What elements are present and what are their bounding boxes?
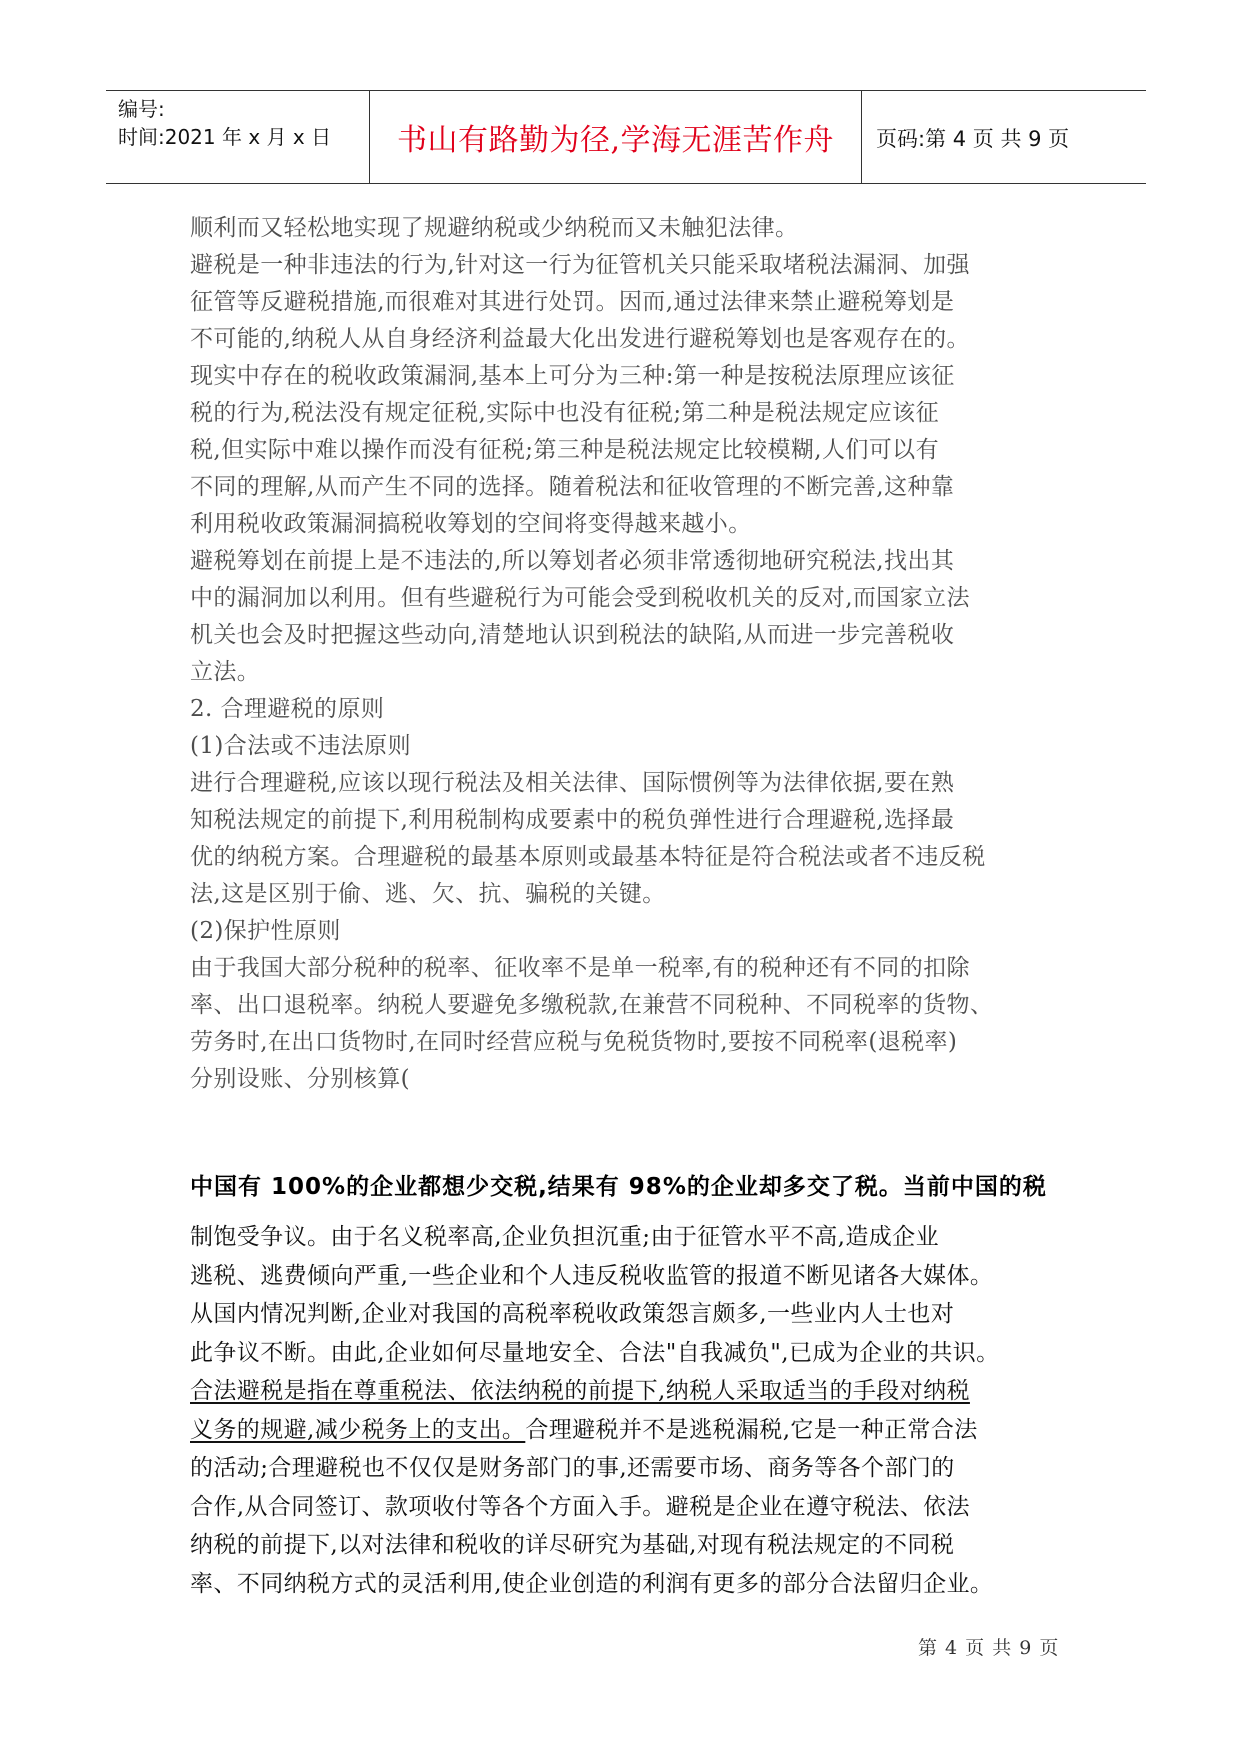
text-line: 合作,从合同签订、款项收付等各个方面入手。避税是企业在遵守税法、依法: [190, 1493, 970, 1520]
text-line: [190, 1372, 1090, 1411]
text-line: 分别设账、分别核算(: [190, 1066, 410, 1092]
text-line: 此争议不断。由此,企业如何尽量地安全、合法"自我减负",已成为企业的共识。: [190, 1339, 1000, 1366]
text-line: 法,这是区别于偷、逃、欠、抗、骗税的关键。: [190, 881, 666, 907]
text-line: 优的纳税方案。合理避税的最基本原则或最基本特征是符合税法或者不违反税: [190, 844, 986, 870]
text-line: 立法。: [190, 659, 261, 685]
text-line: 纳税的前提下,以对法律和税收的详尽研究为基础,对现有税法规定的不同税: [190, 1532, 955, 1558]
section-heading: 2. 合理避税的原则: [190, 696, 385, 722]
bold-lead-sentence: 中国有 100%的企业都想少交税,结果有 98%的企业却多交了税。当前中国的税: [190, 1174, 1047, 1200]
text-line: 顺利而又轻松地实现了规避纳税或少纳税而又未触犯法律。: [190, 215, 799, 241]
text-line: 逃税、逃费倾向严重,一些企业和个人违反税收监管的报道不断见诸各大媒体。: [190, 1262, 994, 1289]
text-line: 由于我国大部分税种的税率、征收率不是单一税率,有的税种还有不同的扣除: [190, 955, 970, 981]
header-left-cell: [106, 91, 369, 183]
text-line: 不同的理解,从而产生不同的选择。随着税法和征收管理的不断完善,这种靠: [190, 474, 955, 500]
document-number-label: 编号:: [118, 97, 165, 121]
black-text-block: [190, 1218, 1090, 1603]
text-line: 从国内情况判断,企业对我国的高税率税收政策怨言颇多,一些业内人士也对: [190, 1301, 955, 1327]
underlined-definition: 合法避税是指在尊重税法、依法纳税的前提下,纳税人采取适当的手段对纳税: [190, 1378, 970, 1404]
text-line: 利用税收政策漏洞搞税收筹划的空间将变得越来越小。: [190, 511, 752, 537]
document-time-label: 时间:2021 年 x 月 x 日: [118, 125, 332, 149]
text-line: [190, 1411, 1090, 1450]
text-line: 税的行为,税法没有规定征税,实际中也没有征税;第二种是税法规定应该征: [190, 400, 939, 426]
text-line: 不可能的,纳税人从自身经济利益最大化出发进行避税筹划也是客观存在的。: [190, 326, 970, 352]
text-line: 避税是一种非违法的行为,针对这一行为征管机关只能采取堵税法漏洞、加强: [190, 252, 970, 278]
text-line: 知税法规定的前提下,利用税制构成要素中的税负弹性进行合理避税,选择最: [190, 807, 955, 833]
header-right-cell: [862, 91, 1146, 183]
text-line: 税,但实际中难以操作而没有征税;第三种是税法规定比较模糊,人们可以有: [190, 437, 939, 463]
header-middle-cell: [369, 91, 862, 183]
text-after-underline: 合理避税并不是逃税漏税,它是一种正常合法: [525, 1416, 978, 1443]
subsection-heading: (2)保护性原则: [190, 918, 341, 944]
text-line: 率、不同纳税方式的灵活利用,使企业创造的利润有更多的部分合法留归企业。: [190, 1570, 994, 1597]
underlined-definition-end: 义务的规避,减少税务上的支出。: [190, 1416, 526, 1443]
page-header: [106, 90, 1146, 184]
page-footer: 第 4 页 共 9 页: [918, 1637, 1060, 1659]
text-line: 劳务时,在出口货物时,在同时经营应税与免税货物时,要按不同税率(退税率): [190, 1029, 958, 1055]
gray-text-block: [190, 210, 1090, 1098]
text-line: 机关也会及时把握这些动向,清楚地认识到税法的缺陷,从而进一步完善税收: [190, 622, 955, 648]
text-line: 率、出口退税率。纳税人要避免多缴税款,在兼营不同税种、不同税率的货物、: [190, 992, 994, 1018]
text-line: 征管等反避税措施,而很难对其进行处罚。因而,通过法律来禁止避税筹划是: [190, 289, 955, 315]
text-line: 进行合理避税,应该以现行税法及相关法律、国际惯例等为法律依据,要在熟: [190, 770, 955, 796]
header-motto: 书山有路勤为径,学海无涯苦作舟: [396, 123, 835, 158]
text-line: 避税筹划在前提上是不违法的,所以筹划者必须非常透彻地研究税法,找出其: [190, 548, 955, 574]
text-line: 的活动;合理避税也不仅仅是财务部门的事,还需要市场、商务等各个部门的: [190, 1455, 955, 1481]
header-page-info: 页码:第 4 页 共 9 页: [876, 127, 1070, 151]
text-line: 现实中存在的税收政策漏洞,基本上可分为三种:第一种是按税法原理应该征: [190, 363, 955, 389]
text-line: 制饱受争议。由于名义税率高,企业负担沉重;由于征管水平不高,造成企业: [190, 1224, 939, 1250]
subsection-heading: (1)合法或不违法原则: [190, 733, 411, 759]
text-line: 中的漏洞加以利用。但有些避税行为可能会受到税收机关的反对,而国家立法: [190, 585, 970, 611]
